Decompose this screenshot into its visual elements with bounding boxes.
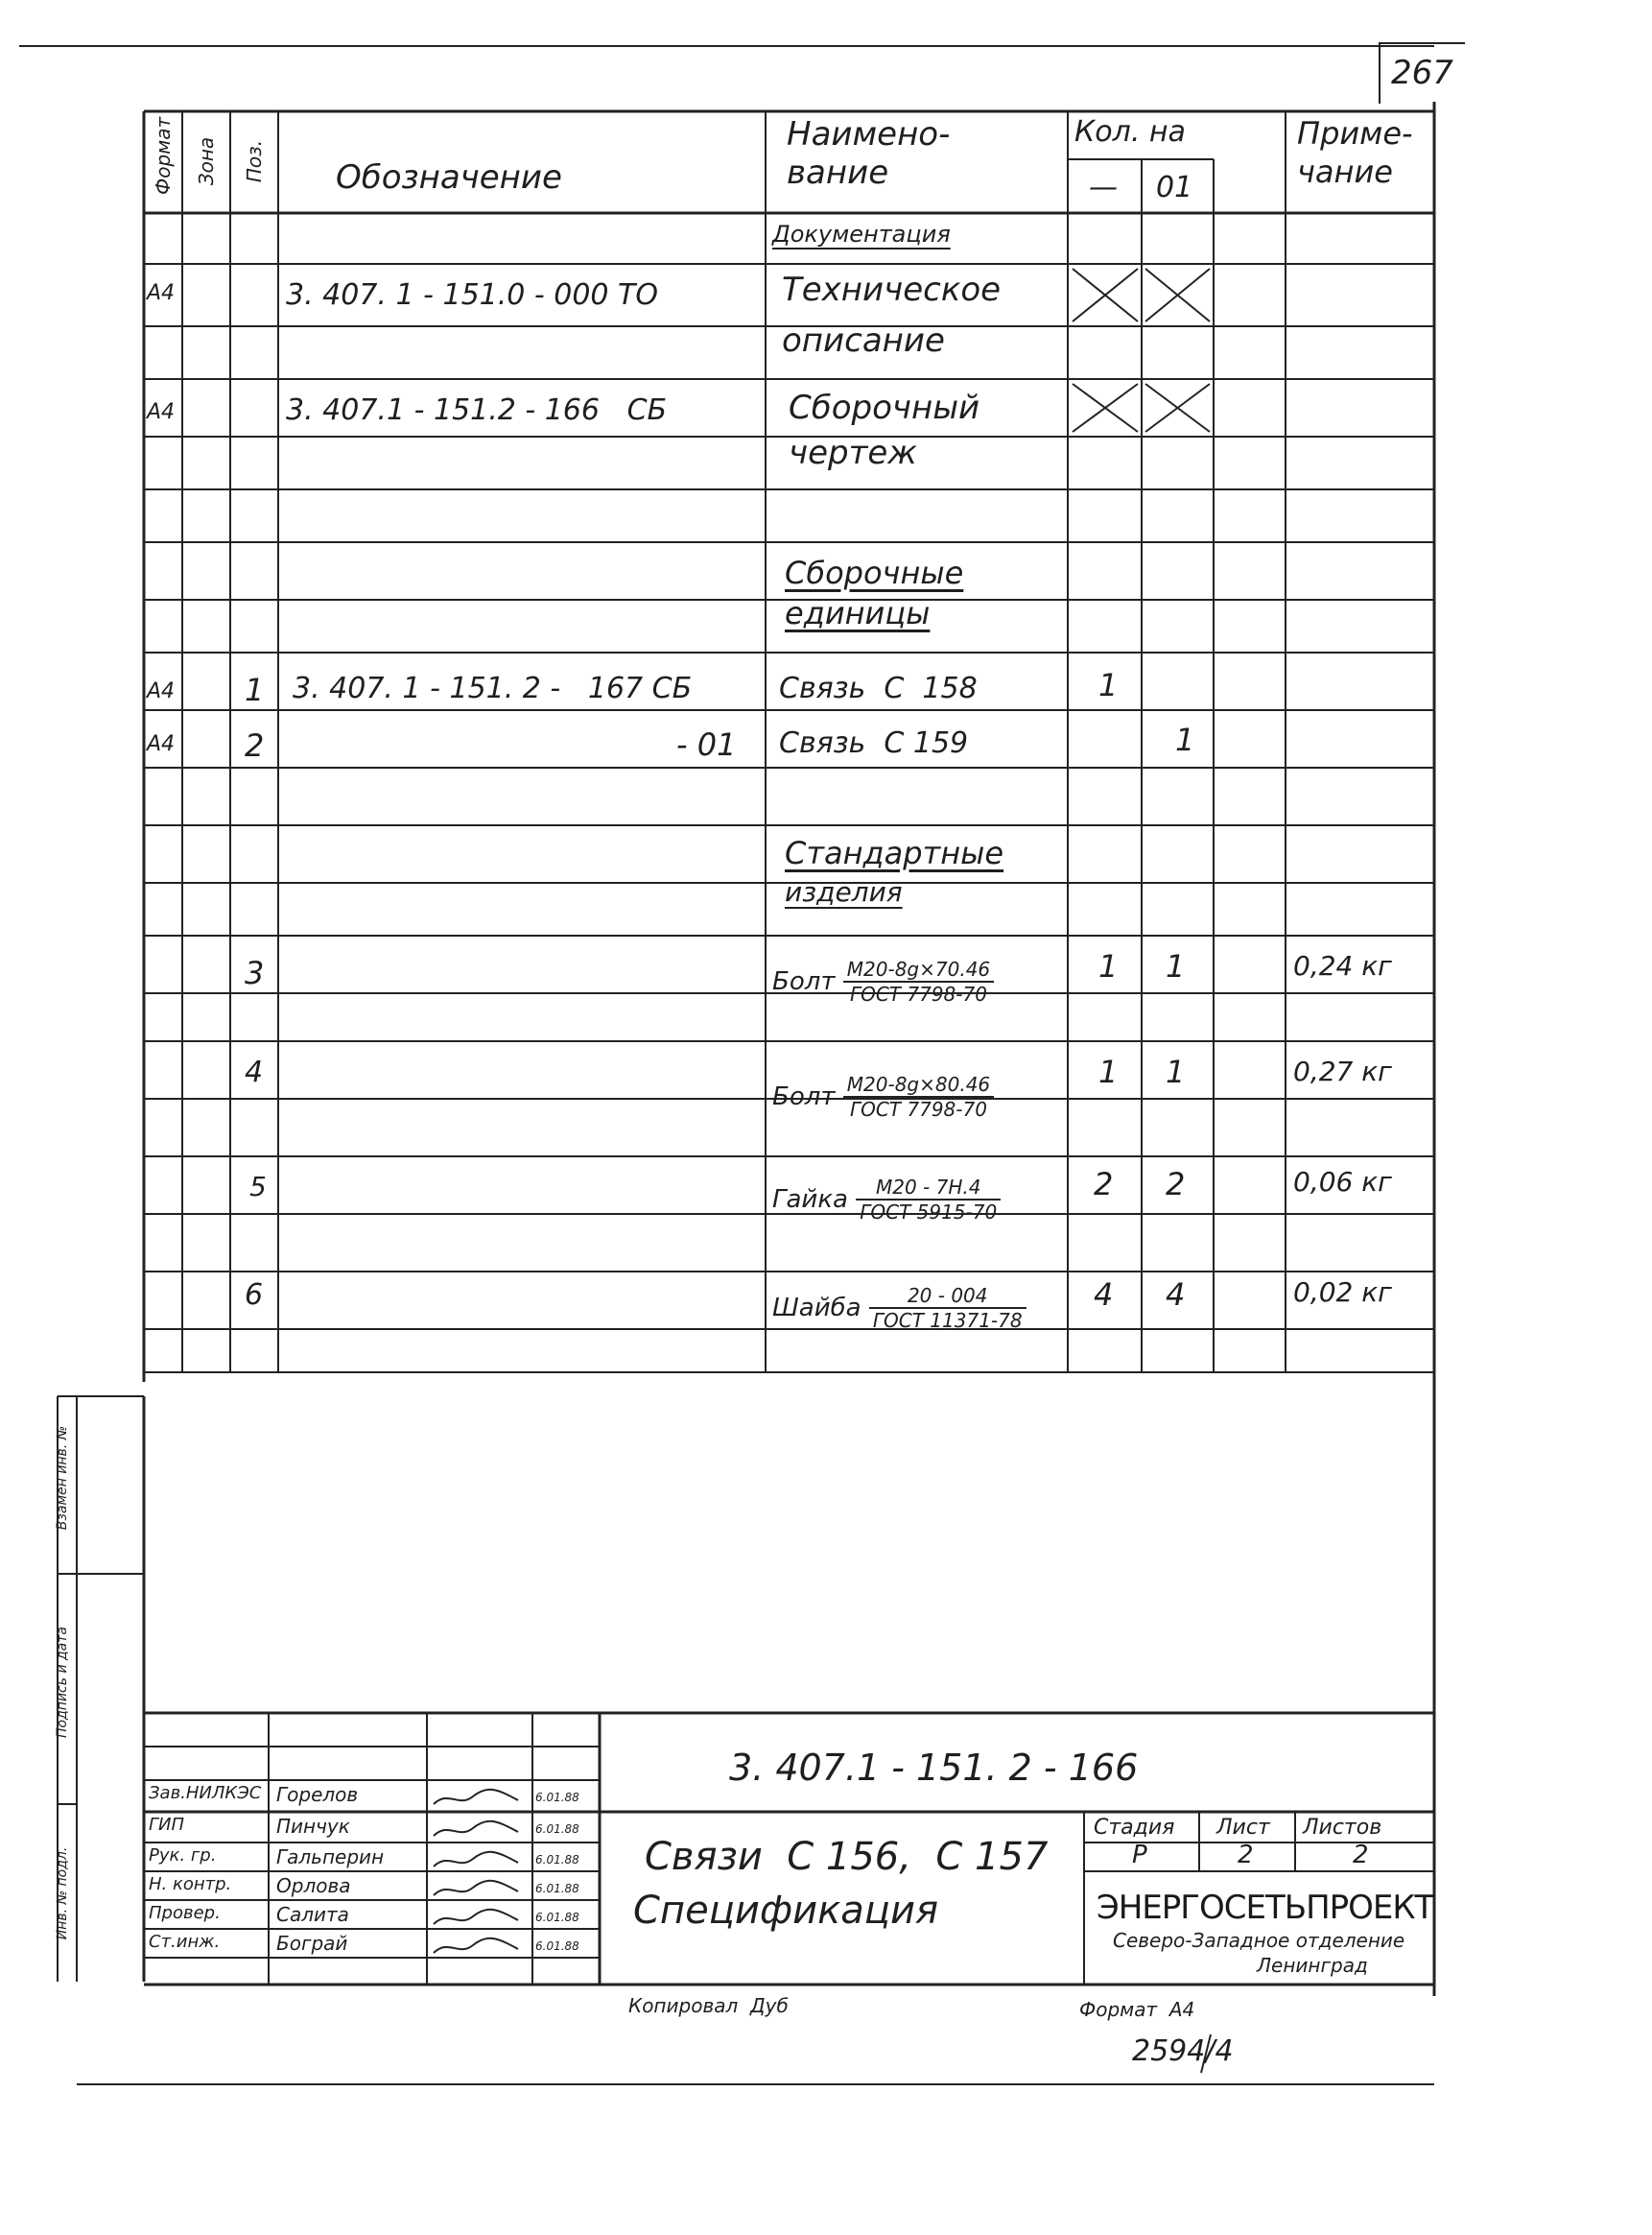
signature <box>430 1817 526 1843</box>
approval-date: 6.01.88 <box>535 1939 579 1953</box>
stage-value: Р <box>1132 1841 1147 1869</box>
row-note: 0,06 кг <box>1293 1166 1392 1198</box>
doc-number: 3. 407.1 - 151. 2 - 166 <box>729 1747 1139 1789</box>
row-name-cont: описание <box>782 321 945 360</box>
col-designation-header: Обозначение <box>336 158 562 197</box>
row-format: А4 <box>147 281 176 305</box>
item-size: М20-8g×70.46 <box>843 958 994 983</box>
org-branch: Северо-Западное отделение <box>1113 1929 1405 1952</box>
row-pos: 5 <box>249 1171 267 1202</box>
section-documentation: Документация <box>772 221 951 248</box>
approver-name: Горелов <box>276 1783 359 1806</box>
approver-role: Провер. <box>149 1903 221 1923</box>
row-pos: 6 <box>245 1278 264 1312</box>
approver-role: Ст.инж. <box>149 1932 221 1952</box>
row-qty: 4 <box>1094 1276 1114 1313</box>
row-format: А4 <box>147 400 176 424</box>
section-assembly-units-cont: единицы <box>785 595 931 631</box>
row-qty-01: 1 <box>1175 722 1195 758</box>
col-note-header-1: Приме- <box>1297 115 1413 152</box>
sheets-value: 2 <box>1353 1841 1369 1869</box>
signature <box>430 1785 526 1812</box>
row-designation: 3. 407. 1 - 151.0 - 000 ТО <box>286 278 658 312</box>
signature <box>430 1934 526 1961</box>
approval-date: 6.01.88 <box>535 1882 579 1895</box>
col-name-header-1: Наимено- <box>787 115 951 154</box>
signature <box>430 1905 526 1932</box>
row-qty-01: 4 <box>1166 1276 1186 1313</box>
margin-label-inventory: Инв. № подл. <box>55 1846 70 1940</box>
item-standard-fraction <box>843 958 994 1006</box>
row-pos: 1 <box>245 672 265 708</box>
col-zone-header: Зона <box>195 136 218 186</box>
sheet-value: 2 <box>1238 1841 1254 1869</box>
item-standard-fraction <box>843 1073 994 1121</box>
item-gost: ГОСТ 7798-70 <box>849 1098 987 1121</box>
drawing-subtitle: Спецификация <box>633 1889 939 1933</box>
approval-date: 6.01.88 <box>535 1853 579 1866</box>
row-name <box>772 1284 1027 1332</box>
approver-name: Пинчук <box>276 1815 350 1838</box>
approver-role: ГИП <box>149 1815 185 1835</box>
approver-role: Рук. гр. <box>149 1845 217 1866</box>
approver-role: Зав.НИЛКЭС <box>149 1783 262 1803</box>
approval-date: 6.01.88 <box>535 1822 579 1836</box>
row-name <box>772 1073 994 1121</box>
signature <box>430 1847 526 1874</box>
archive-number: 2594/4 <box>1132 2034 1234 2068</box>
row-pos: 3 <box>245 955 265 991</box>
col-qty-dash: — <box>1089 171 1118 204</box>
row-name: Сборочный <box>789 389 980 427</box>
row-qty-01: 2 <box>1166 1166 1186 1202</box>
drawing-title: Связи С 156, С 157 <box>645 1835 1049 1879</box>
col-name-header-2: вание <box>787 154 889 192</box>
item-standard-fraction <box>869 1284 1027 1332</box>
sheet-format: Формат А4 <box>1079 1998 1195 2021</box>
signature <box>430 1876 526 1903</box>
col-note-header-2: чание <box>1297 154 1393 190</box>
col-qty-01: 01 <box>1156 171 1193 204</box>
row-pos: 4 <box>245 1056 264 1089</box>
item-name: Шайба <box>772 1294 861 1322</box>
row-name-cont: чертеж <box>789 434 917 472</box>
approver-name: Орлова <box>276 1874 351 1897</box>
org-name: ЭНЕРГОСЕТЬПРОЕКТ <box>1097 1889 1434 1927</box>
row-name: Связь С 158 <box>779 672 978 705</box>
sheets-label: Листов <box>1303 1816 1382 1840</box>
item-gost: ГОСТ 11371-78 <box>872 1309 1023 1332</box>
approver-name: Бограй <box>276 1932 348 1955</box>
org-city: Ленинград <box>1257 1954 1368 1977</box>
sheet-number: 267 <box>1391 54 1453 92</box>
item-size: 20 - 004 <box>869 1284 1027 1309</box>
row-designation: 3. 407.1 - 151.2 - 166 СБ <box>286 393 668 427</box>
sheet-label: Лист <box>1216 1816 1270 1840</box>
row-format: А4 <box>147 732 176 756</box>
row-qty: 1 <box>1098 948 1119 985</box>
row-qty: 1 <box>1098 1054 1119 1090</box>
approver-name: Салита <box>276 1903 349 1926</box>
row-designation: 3. 407. 1 - 151. 2 - 167 СБ <box>293 672 693 705</box>
item-standard-fraction <box>856 1176 1001 1224</box>
item-size: М20 - 7Н.4 <box>856 1176 1001 1201</box>
row-note: 0,02 кг <box>1293 1276 1392 1308</box>
row-qty: 1 <box>1098 667 1119 703</box>
item-gost: ГОСТ 5915-70 <box>860 1201 998 1224</box>
margin-label-replaces: Взамен инв. № <box>55 1425 70 1531</box>
item-name: Гайка <box>772 1185 848 1214</box>
approval-date: 6.01.88 <box>535 1791 579 1804</box>
section-assembly-units: Сборочные <box>785 555 964 591</box>
item-name: Болт <box>772 967 836 996</box>
row-name <box>772 1176 1001 1224</box>
col-qty-header: Кол. на <box>1074 115 1186 149</box>
stage-label: Стадия <box>1094 1816 1175 1840</box>
copied-by: Копировал Дуб <box>628 1994 789 2017</box>
col-format-header: Формат <box>152 116 175 195</box>
approval-date: 6.01.88 <box>535 1911 579 1924</box>
row-qty: 2 <box>1094 1166 1114 1202</box>
row-name <box>772 958 994 1006</box>
approver-role: Н. контр. <box>149 1874 232 1894</box>
row-designation: - 01 <box>676 726 737 763</box>
row-name: Связь С 159 <box>779 726 969 760</box>
item-name: Болт <box>772 1082 836 1111</box>
row-note: 0,24 кг <box>1293 950 1392 982</box>
row-pos: 2 <box>245 727 265 764</box>
section-standard-items-cont: изделия <box>785 876 903 908</box>
row-qty-01: 1 <box>1166 1054 1186 1090</box>
row-note: 0,27 кг <box>1293 1056 1392 1087</box>
item-size: М20-8g×80.46 <box>843 1073 994 1098</box>
row-qty-01: 1 <box>1166 948 1186 985</box>
section-standard-items: Стандартные <box>785 835 1004 871</box>
margin-label-signature: Подпись и дата <box>55 1627 70 1738</box>
approver-name: Гальперин <box>276 1845 385 1868</box>
item-gost: ГОСТ 7798-70 <box>849 983 987 1006</box>
row-name: Техническое <box>782 271 1002 309</box>
row-format: А4 <box>147 679 176 703</box>
col-pos-header: Поз. <box>243 139 266 183</box>
